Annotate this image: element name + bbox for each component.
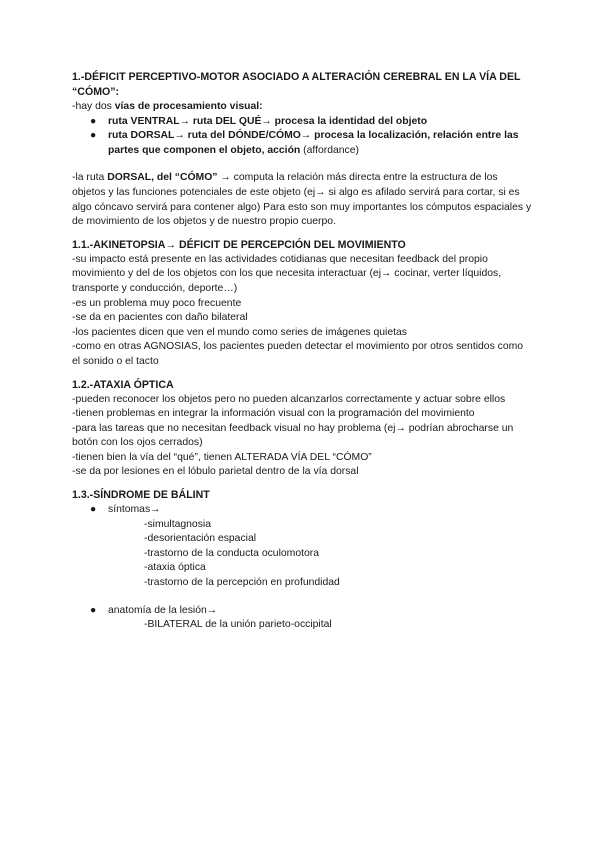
text-line: -como en otras AGNOSIAS, los pacientes pueden detectar el movimiento por otros sentidos como el sonido o el tacto [72,341,524,367]
bullet-icon: ● [90,130,97,142]
text-line: -pueden reconocer los objetos pero no pueden alcanzarlos correctamente y actuar sobre ellos [72,393,506,405]
intro-bold-text: vías de procesamiento visual: [114,101,263,112]
list-item-text: (affordance) [300,144,359,156]
paragraph-text: → computa la relación más directa entre la estructura de los objetos y las funciones potenciales de este objeto (ej→ si algo es afilado servirá para cortar, si es algo cóncavo servirá para contener algo) Para esto son muy importantes los cómputos espaciales y de movimiento de los objetos y de nuestro propio cuerpo. [72,172,532,228]
bullet-icon: ● [90,115,97,127]
anatomy-list [72,604,532,619]
section-1-1-heading: 1.1.-AKINETOPSIA→ DÉFICIT DE PERCEPCIÓN DEL MOVIMIENTO [72,238,406,251]
text-line: -su impacto está presente en las actividades cotidianas que necesitan feedback del propio movimiento y del de los objetos con los que necesita interactuar (ej→ cocinar, verter líquidos, transporte y conducción, deporte…) [72,253,502,294]
dorsal-route-paragraph [72,171,532,229]
visual-routes-list [72,115,532,159]
symptoms-sublist [72,518,532,591]
text-line: -tienen problemas en integrar la información visual con la programación del movimiento [72,408,475,420]
text-line: -los pacientes dicen que ven el mundo como series de imágenes quietas [72,326,408,338]
list-item [72,604,532,619]
list-item-text: anatomía de la lesión→ [108,604,218,616]
list-item-bold: ruta DORSAL→ ruta del DÓNDE/CÓMO→ procesa la localización, relación entre las partes que componen el objeto, acción [108,130,519,156]
intro-text: -hay dos [72,101,115,112]
document-body [72,70,532,633]
list-item [72,115,532,130]
sub-item: -trastorno de la percepción en profundidad [144,577,340,589]
paragraph-text: -la ruta [72,172,108,184]
text-line: -para las tareas que no necesitan feedback visual no hay problema (ej→ podrían abrocharse un botón con los ojos cerrados) [72,422,514,449]
bullet-icon: ● [90,504,97,516]
balint-list [72,503,532,518]
text-line: -se da en pacientes con daño bilateral [72,312,248,324]
bullet-icon: ● [90,604,97,616]
text-line: -tienen bien la vía del “qué”, tienen ALTERADA VÍA DEL “CÓMO” [72,451,372,463]
list-item [72,129,532,158]
anatomy-sublist [72,618,532,633]
list-item-bold: ruta VENTRAL→ ruta DEL QUÉ→ procesa la identidad del objeto [108,115,428,127]
section-1-title: 1.-DÉFICIT PERCEPTIVO-MOTOR ASOCIADO A ALTERACIÓN CEREBRAL EN LA VÍA DEL “CÓMO”: [72,71,521,98]
list-item [72,503,532,518]
text-line: -es un problema muy poco frecuente [72,297,242,309]
section-1-2-heading: 1.2.-ATAXIA ÓPTICA [72,378,174,391]
sub-item: -trastorno de la conducta oculomotora [144,547,320,559]
paragraph-bold-text: DORSAL, del “CÓMO” [107,172,218,184]
sub-item: -BILATERAL de la unión parieto-occipital [144,619,332,631]
spacer [72,158,532,171]
sub-item: -ataxia óptica [144,562,206,574]
sub-item: -simultagnosia [144,518,211,530]
spacer [72,591,532,604]
list-item-text: síntomas→ [108,504,161,516]
section-1-3-heading: 1.3.-SÍNDROME DE BÁLINT [72,489,210,502]
section-1-intro [72,100,532,115]
text-line: -se da por lesiones en el lóbulo parietal dentro de la vía dorsal [72,466,359,478]
sub-item: -desorientación espacial [144,533,257,545]
